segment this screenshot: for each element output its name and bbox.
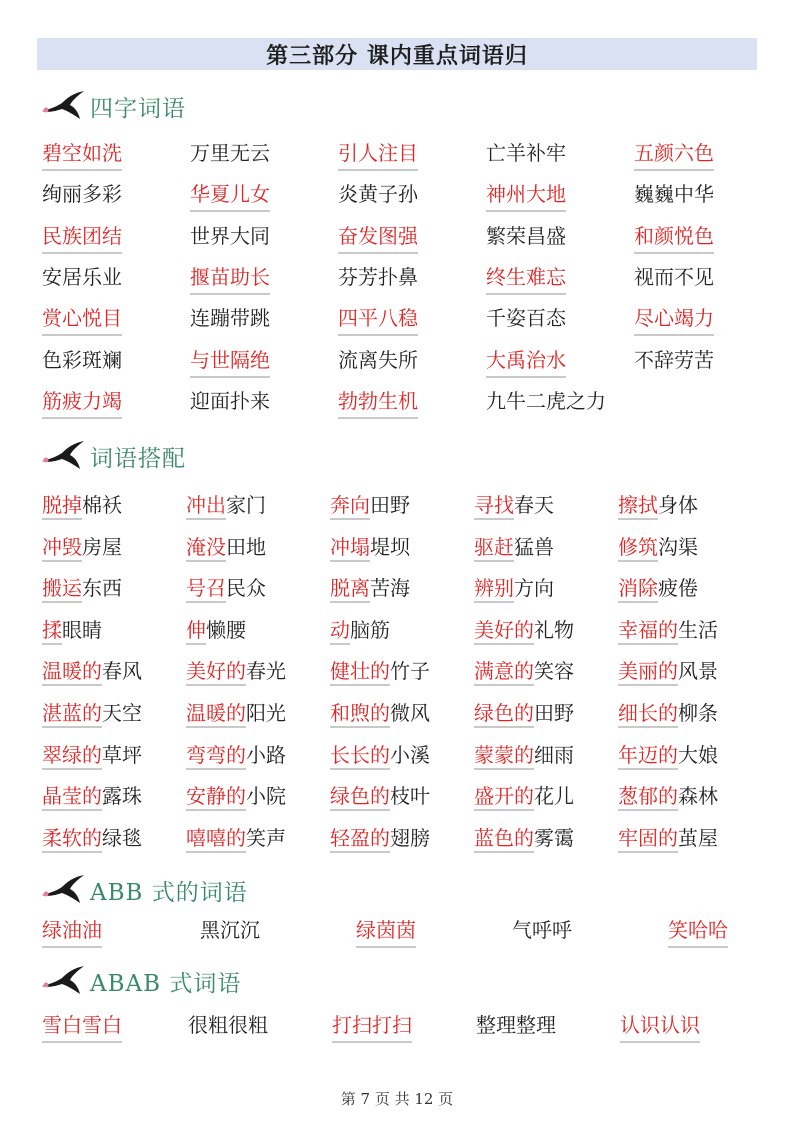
collocation-verb: 温暖的 [186,701,246,728]
collocation-object: 棉袄 [82,493,122,517]
word-item: 尽心竭力 [634,303,714,336]
collocation-item [186,740,286,770]
word-item: 揠苗助长 [190,262,270,295]
section-title: ABAB 式词语 [90,970,242,997]
swallow-icon [40,439,86,473]
collocation-row [0,698,794,732]
word-item: 迎面扑来 [190,388,270,413]
collocation-item [42,490,122,520]
collocation-verb: 美好的 [186,659,246,686]
collocation-item [618,823,718,853]
collocation-item [330,823,430,853]
word-item: 勃勃生机 [338,386,418,419]
collocation-item [618,573,698,603]
collocation-object: 春风 [102,659,142,684]
collocation-verb: 温暖的 [42,659,102,686]
collocation-verb: 驱赶 [474,535,514,562]
collocation-object: 苦海 [370,576,410,601]
collocation-item [618,781,718,811]
word-item: 不辞劳苦 [634,347,714,372]
collocation-object: 猛兽 [514,534,554,559]
word-row [0,386,794,420]
collocation-object: 田地 [226,534,266,559]
word-item: 四平八稳 [338,303,418,336]
collocation-item [42,656,142,686]
collocation-object: 茧屋 [678,825,718,850]
collocation-row [0,823,794,857]
collocation-verb: 嘻嘻的 [186,826,246,853]
collocation-verb: 葱郁的 [618,784,678,811]
section-title: 词语搭配 [90,445,186,472]
collocation-object: 大娘 [678,742,718,767]
collocation-item [186,698,286,728]
collocation-verb: 安静的 [186,784,246,811]
collocation-item [618,532,698,562]
collocation-verb: 健壮的 [330,659,390,686]
collocation-row [0,781,794,815]
section-abb-header [40,872,248,908]
collocation-verb: 盛开的 [474,784,534,811]
word-item: 绿油油 [42,915,102,948]
word-item: 繁荣昌盛 [486,223,566,248]
collocation-object: 家门 [226,493,266,517]
collocation-object: 森林 [678,784,718,809]
word-item: 千姿百态 [486,306,566,331]
section-title: ABB 式的词语 [90,879,248,906]
word-row [0,303,794,337]
word-item: 民族团结 [42,221,122,254]
word-item: 终生难忘 [486,262,566,295]
collocation-object: 方向 [514,576,554,601]
collocation-item [474,740,574,770]
page-title: 第三部分 课内重点词语归 [37,38,757,70]
collocation-verb: 美丽的 [618,659,678,686]
word-item: 流离失所 [338,347,418,372]
collocation-object: 微风 [390,701,430,725]
collocation-object: 礼物 [534,617,574,642]
word-row [0,221,794,255]
collocation-verb: 蓝色的 [474,826,534,853]
word-item: 和颜悦色 [634,221,714,254]
collocation-object: 雾霭 [534,825,574,850]
collocation-object: 田野 [370,493,410,517]
word-item: 很粗很粗 [188,1013,268,1037]
collocation-item [330,573,410,603]
collocation-item [330,781,430,811]
collocation-item [474,823,574,853]
word-item: 认识认识 [620,1010,700,1043]
collocation-verb: 修筑 [618,535,658,562]
word-row [0,138,794,172]
collocation-object: 房屋 [82,534,122,559]
collocation-item [42,615,102,645]
collocation-item [474,615,574,645]
collocation-verb: 揉 [42,618,62,645]
collocation-row [0,532,794,566]
collocation-item [330,656,430,686]
word-item: 雪白雪白 [42,1010,122,1043]
collocation-object: 东西 [82,576,122,601]
collocation-row [0,573,794,607]
collocation-object: 堤坝 [370,534,410,559]
collocation-row [0,740,794,774]
collocation-verb: 晶莹的 [42,784,102,811]
collocation-verb: 牢固的 [618,826,678,853]
collocation-verb: 寻找 [474,493,514,520]
word-row [0,179,794,213]
collocation-verb: 冲出 [186,493,226,520]
collocation-object: 田野 [534,701,574,725]
word-item: 九牛二虎之力 [486,388,606,413]
collocation-row [0,656,794,690]
collocation-object: 身体 [658,493,698,517]
collocation-verb: 冲塌 [330,535,370,562]
collocation-verb: 伸 [186,618,206,645]
collocation-verb: 幸福的 [618,618,678,645]
collocation-item [186,573,266,603]
word-item: 碧空如洗 [42,138,122,171]
section-title: 四字词语 [90,95,186,122]
collocation-item [474,698,574,728]
collocation-verb: 淹没 [186,535,226,562]
word-item: 笑哈哈 [668,915,728,948]
collocation-object: 疲倦 [658,576,698,601]
collocation-verb: 绿色的 [330,784,390,811]
word-item: 连蹦带跳 [190,306,270,331]
collocation-item [474,656,574,686]
collocation-object: 小溪 [390,742,430,767]
collocation-verb: 和煦的 [330,701,390,728]
collocation-item [42,781,142,811]
word-item: 神州大地 [486,179,566,212]
collocation-item [330,698,430,728]
swallow-icon [40,964,86,998]
collocation-object: 脑筋 [350,617,390,642]
collocation-item [42,823,142,853]
word-item: 华夏儿女 [190,179,270,212]
collocation-verb: 奔向 [330,493,370,520]
collocation-verb: 动 [330,618,350,645]
collocation-verb: 脱离 [330,576,370,603]
word-item: 黑沉沉 [200,918,260,942]
word-item: 气呼呼 [512,918,572,942]
collocation-object: 春光 [246,659,286,684]
collocation-object: 草坪 [102,742,142,767]
collocation-item [330,740,430,770]
word-item: 引人注目 [338,138,418,171]
word-item: 世界大同 [190,223,270,248]
word-item: 万里无云 [190,141,270,165]
word-item: 绿茵茵 [356,915,416,948]
collocation-row [0,615,794,649]
collocation-object: 竹子 [390,659,430,684]
word-row [0,345,794,379]
collocation-item [474,573,554,603]
collocation-item [618,656,718,686]
collocation-object: 枝叶 [390,784,430,809]
collocation-item [618,615,718,645]
collocation-verb: 擦拭 [618,493,658,520]
collocation-object: 春天 [514,493,554,517]
collocation-object: 眼睛 [62,617,102,642]
page-footer: 第 7 页 共 12 页 [340,1090,454,1108]
collocation-verb: 满意的 [474,659,534,686]
collocation-verb: 柔软的 [42,826,102,853]
word-item: 奋发图强 [338,221,418,254]
collocation-item [330,615,390,645]
collocation-object: 翅膀 [390,825,430,850]
collocation-item [42,698,142,728]
collocation-item [42,740,142,770]
collocation-object: 民众 [226,576,266,601]
word-item: 整理整理 [476,1013,556,1037]
section-collocation-header [40,438,186,474]
collocation-object: 风景 [678,659,718,684]
collocation-verb: 轻盈的 [330,826,390,853]
collocation-verb: 蒙蒙的 [474,743,534,770]
collocation-object: 小路 [246,742,286,767]
collocation-row [0,490,794,524]
collocation-item [186,615,246,645]
collocation-verb: 年迈的 [618,743,678,770]
word-row [0,1010,794,1044]
collocation-verb: 冲毁 [42,535,82,562]
collocation-item [330,490,410,520]
section-abab-header [40,963,241,999]
collocation-item [618,698,718,728]
collocation-object: 沟渠 [658,534,698,559]
swallow-icon [40,873,86,907]
collocation-item [330,532,410,562]
collocation-item [474,490,554,520]
collocation-object: 露珠 [102,784,142,809]
swallow-icon [40,89,86,123]
collocation-verb: 美好的 [474,618,534,645]
word-row [0,915,794,949]
word-item: 巍巍中华 [634,182,714,207]
word-item: 五颜六色 [634,138,714,171]
collocation-item [186,656,286,686]
collocation-object: 天空 [102,701,142,725]
collocation-verb: 辨别 [474,576,514,603]
collocation-object: 绿毯 [102,825,142,850]
collocation-verb: 脱掉 [42,493,82,520]
collocation-item [474,781,574,811]
word-item: 绚丽多彩 [42,182,122,207]
collocation-item [42,573,122,603]
collocation-verb: 弯弯的 [186,743,246,770]
word-item: 色彩斑斓 [42,347,122,372]
collocation-verb: 绿色的 [474,701,534,728]
collocation-verb: 细长的 [618,701,678,728]
collocation-object: 笑声 [246,825,286,850]
collocation-item [186,823,286,853]
collocation-item [186,532,266,562]
word-item: 视而不见 [634,264,714,289]
word-item: 炎黄子孙 [338,182,418,207]
collocation-object: 柳条 [678,701,718,725]
collocation-object: 细雨 [534,742,574,767]
collocation-item [42,532,122,562]
collocation-object: 小院 [246,784,286,809]
collocation-verb: 翠绿的 [42,743,102,770]
collocation-item [618,740,718,770]
collocation-item [186,490,266,520]
word-item: 大禹治水 [486,345,566,378]
word-item: 筋疲力竭 [42,386,122,419]
word-item: 赏心悦目 [42,303,122,336]
collocation-verb: 号召 [186,576,226,603]
word-item: 亡羊补牢 [486,141,566,165]
collocation-item [186,781,286,811]
collocation-item [618,490,698,520]
collocation-object: 花儿 [534,784,574,809]
collocation-object: 生活 [678,617,718,642]
collocation-object: 懒腰 [206,617,246,642]
collocation-verb: 搬运 [42,576,82,603]
section-four-char-header [40,88,186,124]
collocation-verb: 长长的 [330,743,390,770]
collocation-object: 阳光 [246,701,286,725]
word-item: 与世隔绝 [190,345,270,378]
collocation-item [474,532,554,562]
collocation-object: 笑容 [534,659,574,684]
collocation-verb: 湛蓝的 [42,701,102,728]
collocation-verb: 消除 [618,576,658,603]
word-item: 打扫打扫 [332,1010,412,1043]
word-item: 芬芳扑鼻 [338,264,418,289]
word-row [0,262,794,296]
word-item: 安居乐业 [42,264,122,289]
